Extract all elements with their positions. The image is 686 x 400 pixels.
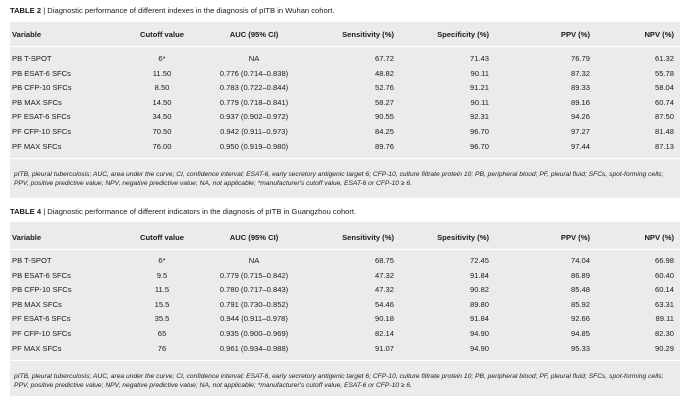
table4-cell-npv: 82.30 (654, 329, 674, 338)
table4-cell-variable: PB T-SPOT (12, 256, 52, 265)
table2-caption-text: | Diagnostic performance of different indexes in the diagnosis of pITB in Wuhan cohort. (43, 6, 335, 15)
table4-cell-variable: PF MAX SFCs (12, 343, 62, 353)
table2-header-auc: AUC (95% CI) (229, 30, 279, 39)
table2-cell-sensitivity: 48.82 (374, 68, 394, 78)
table4-cell-cutoff: 15.5 (154, 299, 170, 309)
table2-cell-npv: 58.04 (654, 83, 674, 93)
table4-cell-specificity: 91.84 (469, 270, 489, 280)
table4-cell-ppv: 85.48 (570, 285, 590, 295)
table4-cell-variable: PB ESAT-6 SFCs (12, 270, 71, 280)
table4-cell-sensitivity: 68.75 (374, 256, 394, 265)
table2-cell-variable: PB T-SPOT (12, 54, 52, 63)
table2-cell-cutoff: 76.00 (152, 141, 172, 151)
table4-cell-sensitivity: 54.46 (374, 299, 394, 309)
table4-cell-auc: NA (248, 256, 260, 265)
table2-cell-specificity: 91.21 (469, 83, 489, 93)
table2-cell-cutoff: 11.50 (152, 68, 172, 78)
table4-cell-specificity: 91.84 (469, 314, 489, 324)
table2-cell-ppv: 97.44 (570, 141, 590, 151)
table2-cell-cutoff: 34.50 (152, 112, 172, 122)
table2-cell-npv: 60.74 (654, 97, 674, 107)
table2-cell-ppv: 94.26 (570, 112, 590, 122)
table4-cell-auc: 0.935 (0.900–0.969) (219, 329, 289, 338)
table4-cell-specificity: 72.45 (469, 256, 489, 265)
table4-cell-npv: 63.31 (654, 299, 674, 309)
table4-cell-cutoff: 76 (157, 343, 167, 353)
table2-cell-specificity: 71.43 (469, 54, 489, 63)
table4-header-rule (10, 249, 680, 250)
table2-header-specificity: Specificity (%) (437, 30, 489, 39)
table2-cell-variable: PF CFP-10 SFCs (12, 127, 72, 136)
table2-cell-variable: PB MAX SFCs (12, 97, 62, 107)
table2-cell-sensitivity: 90.55 (374, 112, 394, 122)
table2-cell-specificity: 90.11 (470, 97, 489, 107)
table2-cell-cutoff: 6* (158, 54, 166, 63)
table4-cell-ppv: 74.04 (570, 256, 590, 265)
table2-body-rule (10, 158, 680, 159)
table2-cell-npv: 87.13 (654, 141, 674, 151)
table4-caption (10, 207, 356, 217)
table4-cell-variable: PF ESAT-6 SFCs (12, 314, 71, 324)
table4-cell-cutoff: 65 (157, 329, 167, 338)
table4-cell-npv: 60.14 (654, 285, 674, 295)
table4-header-sensitivity: Sensitivity (%) (342, 233, 394, 242)
table2-cell-specificity: 92.31 (469, 112, 489, 122)
table2-caption (10, 6, 334, 16)
table2-cell-npv: 55.78 (654, 68, 674, 78)
table2-header-cutoff: Cutoff value (140, 30, 184, 39)
table2-cell-variable: PB CFP-10 SFCs (12, 83, 72, 93)
table2-footnote: pITB, pleural tuberculosis; AUC, area under the curve; CI, confidence interval; ESAT-6, early secretory antigenic target 6; CFP-10, culture filtrate protein 10; PB, peripheral blood; PF, pleural fluid; SFCs, spot-forming cells; PPV, positive predictive value; NPV, negative predictive value; NA, not applicable; *manufacturer's cutoff value, ESAT-6 or CFP-10 ≥ 6. (14, 171, 664, 187)
table2-cell-auc: 0.776 (0.714–0.838) (219, 68, 289, 78)
table4-cell-sensitivity: 47.32 (374, 285, 394, 295)
table2-cell-sensitivity: 52.76 (374, 83, 394, 93)
table2-cell-sensitivity: 58.27 (374, 97, 394, 107)
table2-cell-auc: 0.942 (0.911–0.973) (220, 127, 288, 136)
table2-cell-auc: 0.783 (0.722–0.844) (219, 83, 289, 93)
table4-cell-npv: 89.11 (655, 314, 674, 324)
table4-cell-sensitivity: 47.32 (374, 270, 394, 280)
table4-caption-label: TABLE 4 (10, 207, 42, 216)
table4-caption-text: | Diagnostic performance of different indicators in the diagnosis of pITB in Guangzhou cohort. (43, 207, 357, 216)
table2-cell-specificity: 96.70 (469, 127, 489, 136)
table4-cell-auc: 0.944 (0.911–0.978) (220, 314, 288, 324)
table4-cell-variable: PB MAX SFCs (12, 299, 62, 309)
table2-cell-ppv: 89.16 (570, 97, 590, 107)
table2-cell-specificity: 96.70 (469, 141, 489, 151)
table4-cell-auc: 0.780 (0.717–0.843) (219, 285, 289, 295)
table4-body-rule (10, 360, 680, 361)
table2-header-npv: NPV (%) (644, 30, 674, 39)
table4-cell-sensitivity: 90.18 (374, 314, 394, 324)
table2-cell-auc: NA (248, 54, 260, 63)
table2-cell-sensitivity: 89.76 (374, 141, 394, 151)
table4-cell-ppv: 85.92 (570, 299, 590, 309)
table4-cell-ppv: 94.85 (570, 329, 590, 338)
table4 (10, 222, 680, 396)
table2-cell-variable: PB ESAT-6 SFCs (12, 68, 71, 78)
table4-cell-ppv: 92.66 (570, 314, 590, 324)
table2-header-variable: Variable (12, 30, 42, 39)
table4-cell-auc: 0.779 (0.715–0.842) (219, 270, 289, 280)
table4-cell-specificity: 94.90 (469, 329, 489, 338)
table4-header-specificity: Spesitivity (%) (437, 233, 489, 242)
table2-cell-variable: PF ESAT-6 SFCs (12, 112, 71, 122)
table4-cell-npv: 60.40 (654, 270, 674, 280)
table2-cell-ppv: 87.32 (570, 68, 590, 78)
table2-cell-cutoff: 70.50 (152, 127, 172, 136)
table2-cell-ppv: 89.33 (570, 83, 590, 93)
table2-cell-sensitivity: 67.72 (374, 54, 394, 63)
table4-cell-cutoff: 35.5 (154, 314, 170, 324)
table4-cell-cutoff: 11.5 (154, 285, 170, 295)
table4-footnote: pITB, pleural tuberculosis; AUC, area under the curve; CI, confidence interval; ESAT-6, early secretory antigenic target 6; CFP-10, culture filtrate protein 10; PB, peripheral blood; PF, pleural fluid; SFCs, spot-forming cells; PPV, positive predictive value; NPV, negative predictive value; NA, not applicable; *manufacturer's cutoff value, ESAT-6 or CFP-10 ≥ 6. (14, 373, 664, 389)
table2 (10, 22, 680, 198)
table4-cell-specificity: 94.90 (469, 343, 489, 353)
table4-cell-specificity: 90.82 (469, 285, 489, 295)
table4-cell-npv: 66.98 (654, 256, 674, 265)
table4-cell-sensitivity: 91.07 (374, 343, 394, 353)
table4-cell-specificity: 89.80 (469, 299, 489, 309)
table4-cell-variable: PB CFP-10 SFCs (12, 285, 72, 295)
table2-cell-specificity: 90.11 (470, 68, 489, 78)
table4-cell-auc: 0.791 (0.730–0.852) (219, 299, 289, 309)
table2-cell-ppv: 97.27 (570, 127, 590, 136)
table4-cell-cutoff: 9.5 (156, 270, 168, 280)
table4-header-ppv: PPV (%) (560, 233, 590, 242)
table2-cell-variable: PF MAX SFCs (12, 141, 62, 151)
table2-header-ppv: PPV (%) (560, 30, 590, 39)
table4-cell-ppv: 86.89 (570, 270, 590, 280)
table2-cell-npv: 81.48 (654, 127, 674, 136)
table2-cell-npv: 87.50 (654, 112, 674, 122)
table2-cell-ppv: 76.79 (570, 54, 590, 63)
table4-cell-auc: 0.961 (0.934–0.988) (219, 343, 289, 353)
table4-header-cutoff: Cutoff value (140, 233, 184, 242)
table4-cell-variable: PF CFP-10 SFCs (12, 329, 72, 338)
table2-cell-sensitivity: 84.25 (374, 127, 394, 136)
table2-cell-cutoff: 14.50 (152, 97, 172, 107)
table2-header-sensitivity: Sensitivity (%) (342, 30, 394, 39)
table4-header-npv: NPV (%) (644, 233, 674, 242)
table2-caption-label: TABLE 2 (10, 6, 42, 15)
table4-header-auc: AUC (95% CI) (229, 233, 279, 242)
table4-cell-sensitivity: 82.14 (374, 329, 394, 338)
table4-cell-npv: 90.29 (654, 343, 674, 353)
table2-header-rule (10, 46, 680, 47)
table2-cell-auc: 0.950 (0.919–0.980) (219, 141, 289, 151)
table2-cell-auc: 0.937 (0.902–0.972) (219, 112, 289, 122)
table4-cell-ppv: 95.33 (570, 343, 590, 353)
table2-cell-cutoff: 8.50 (154, 83, 170, 93)
table4-header-variable: Variable (12, 233, 42, 242)
table2-cell-npv: 61.32 (654, 54, 674, 63)
table4-cell-cutoff: 6* (158, 256, 166, 265)
table2-cell-auc: 0.779 (0.718–0.841) (219, 97, 289, 107)
